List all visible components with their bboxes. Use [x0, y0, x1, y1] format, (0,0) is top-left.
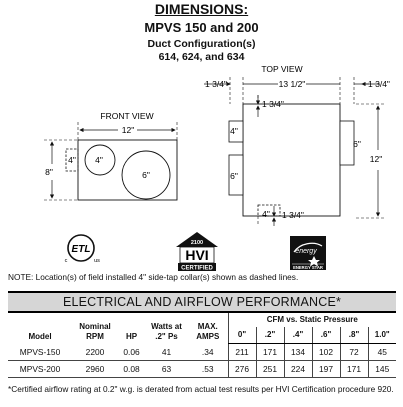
header-pressure: .6" [312, 327, 340, 344]
header-watts: Watts at .2" Ps [151, 321, 182, 341]
duct-config-label: Duct Configuration(s) [147, 38, 256, 50]
svg-text:us: us [94, 258, 100, 264]
cell-cfm: 224 [284, 361, 312, 378]
top-view-port-left-lower-label: 6" [230, 171, 238, 181]
duct-config-sizes: 614, 624, and 634 [158, 51, 245, 63]
cell-hp: 0.06 [118, 344, 145, 361]
cell-watts: 41 [145, 344, 188, 361]
header-cfm-vs-static: CFM vs. Static Pressure [228, 312, 396, 327]
cell-model: MPVS-150 [8, 344, 72, 361]
header-pressure: .4" [284, 327, 312, 344]
cell-cfm: 72 [340, 344, 368, 361]
header-amps: MAX. AMPS [196, 321, 220, 341]
top-view-label: TOP VIEW [261, 64, 303, 74]
cell-rpm: 2960 [72, 361, 118, 378]
front-view-dim-width: 12" [121, 125, 135, 135]
side-tap-note: NOTE: Location(s) of field installed 4" side-tap collar(s) shown as dashed lines. [8, 272, 299, 282]
cell-cfm: 102 [312, 344, 340, 361]
header-model: Model [28, 331, 52, 341]
cell-cfm: 171 [340, 361, 368, 378]
hvi-certified-logo [176, 232, 218, 272]
svg-text:2100: 2100 [190, 240, 204, 246]
cell-cfm: 251 [256, 361, 284, 378]
front-view-port-large-label: 6" [142, 170, 150, 180]
cell-cfm: 171 [256, 344, 284, 361]
etl-logo [65, 235, 101, 264]
performance-table-title: ELECTRICAL AND AIRFLOW PERFORMANCE* [8, 292, 396, 312]
top-view-port-right-label: 6" [353, 139, 361, 149]
svg-text:CERTIFIED: CERTIFIED [181, 265, 213, 272]
cell-watts: 63 [145, 361, 188, 378]
top-view-port-right [340, 121, 354, 165]
top-view-body [243, 104, 340, 216]
top-view-port-bottom-label: 4" [262, 209, 270, 219]
table-row [8, 361, 396, 378]
top-view-dim-bottom-inset: 1 3/4" [282, 210, 304, 220]
energy-star-logo [290, 236, 326, 270]
header-rpm: Nominal RPM [79, 321, 111, 341]
header-hp: HP [125, 331, 138, 341]
performance-table [8, 291, 396, 378]
top-view-dim-top-inset: 1 3/4" [262, 99, 284, 109]
top-view-dim-width: 13 1/2" [278, 79, 306, 89]
cell-amps: .34 [188, 344, 228, 361]
front-view-dim-side-collar: 4" [68, 155, 76, 165]
cell-amps: .53 [188, 361, 228, 378]
svg-text:energy: energy [295, 248, 317, 255]
model-line: MPVS 150 and 200 [144, 20, 259, 35]
top-view-port-left-upper-label: 4" [230, 126, 238, 136]
cell-cfm: 197 [312, 361, 340, 378]
header-pressure: .8" [340, 327, 368, 344]
cell-cfm: 276 [228, 361, 256, 378]
header-pressure: .2" [256, 327, 284, 344]
front-view-label: FRONT VIEW [100, 111, 154, 121]
svg-text:ETL: ETL [71, 244, 91, 255]
cell-model: MPVS-200 [8, 361, 72, 378]
cell-cfm: 134 [284, 344, 312, 361]
cell-rpm: 2200 [72, 344, 118, 361]
svg-text:HVI: HVI [185, 247, 209, 263]
front-view-port-small-label: 4" [95, 155, 103, 165]
cell-cfm: 45 [368, 344, 396, 361]
top-view-dim-height: 12" [369, 154, 383, 164]
header-pressure: 0" [228, 327, 256, 344]
header-pressure: 1.0" [368, 327, 396, 344]
cell-hp: 0.08 [118, 361, 145, 378]
svg-text:c: c [64, 258, 68, 264]
top-view-dim-left: 1 3/4" [205, 79, 227, 89]
table-row [8, 344, 396, 361]
svg-text:ENERGY STAR: ENERGY STAR [293, 265, 323, 270]
top-view-dim-right: 1 3/4" [368, 79, 390, 89]
cell-cfm: 145 [368, 361, 396, 378]
page-title: DIMENSIONS: [154, 1, 249, 17]
cell-cfm: 211 [228, 344, 256, 361]
footnote: *Certified airflow rating at 0.2" w.g. is derated from actual test results per HVI Certification procedure 920. [8, 384, 394, 394]
front-view-dim-height: 8" [45, 167, 53, 177]
